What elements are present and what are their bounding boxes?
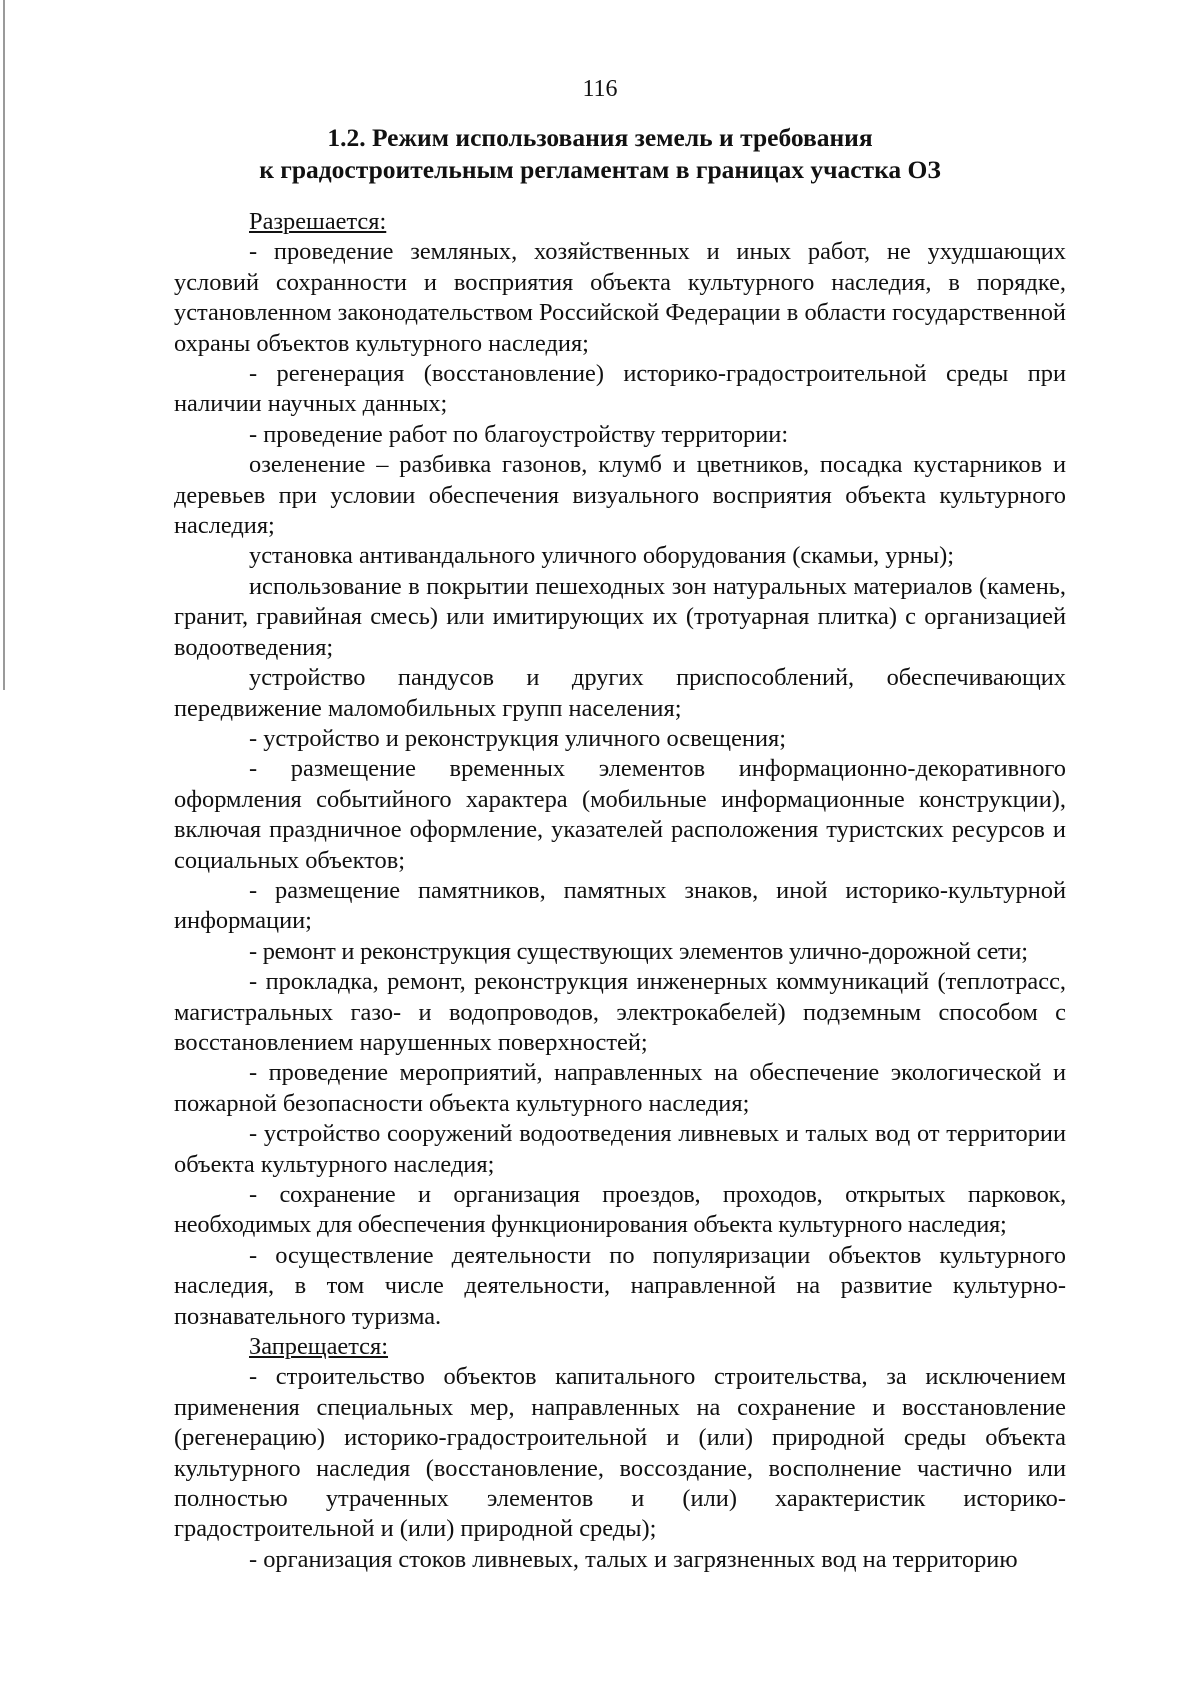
allowed-item-paving: использование в покрытии пешеходных зон натуральных материалов (камень, гранит, гравийная смесь) или имитирующих их (тротуарная плитка) с организацией водоотведения; — [174, 572, 1066, 661]
page-number: 116 — [582, 76, 618, 102]
scan-edge-line — [3, 0, 5, 690]
section-title-line-2: к градостроительным регламентам в границах участка ОЗ — [259, 155, 941, 184]
allowed-item-lighting: - устройство и реконструкция уличного освещения; — [249, 724, 787, 752]
allowed-item-temporary-decor: - размещение временных элементов информационно-декоративного оформления событийного характера (мобильные информационные конструкции), включая праздничное оформление, указателей расположения туристских ресурсов и социальных объектов; — [174, 755, 1066, 874]
allowed-item-drainage: - устройство сооружений водоотведения ливневых и талых вод от территории объекта культурного наследия; — [174, 1120, 1066, 1178]
prohibited-item-construction: - строительство объектов капитального строительства, за исключением применения специальных мер, направленных на сохранение и восстановление (регенерацию) историко-градостроительной и (или) природной среды объекта культурного наследия (восстановление, воссоздание, восполнение частично или полностью утраченных элементов и (или) характеристик историко-градостроительной и (или) природной среды); — [174, 1363, 1066, 1543]
section-title — [0, 122, 1200, 186]
allowed-item-ramps: устройство пандусов и других приспособлений, обеспечивающих передвижение маломобильных групп населения; — [174, 664, 1066, 722]
allowed-item-street-furniture: установка антивандального уличного оборудования (скамьи, урны); — [249, 542, 955, 570]
allowed-item-regeneration: - регенерация (восстановление) историко-градостроительной среды при наличии научных данных; — [174, 360, 1066, 418]
allowed-heading: Разрешается: — [249, 208, 387, 235]
allowed-item-utilities: - прокладка, ремонт, реконструкция инженерных коммуникаций (теплотрасс, магистральных газо- и водопроводов, электрокабелей) подземным способом с восстановлением нарушенных поверхностей; — [174, 968, 1066, 1056]
allowed-item-monuments: - размещение памятников, памятных знаков, иной историко-культурной информации; — [174, 876, 1066, 935]
allowed-item-popularization: - осуществление деятельности по популяризации объектов культурного наследия, в том числе деятельности, направленной на развитие культурно-познавательного туризма. — [174, 1241, 1066, 1330]
document-body — [174, 207, 1066, 1575]
allowed-item-safety: - проведение мероприятий, направленных на обеспечение экологической и пожарной безопасности объекта культурного наследия; — [174, 1059, 1066, 1117]
allowed-item-earthworks: - проведение земляных, хозяйственных и иных работ, не ухудшающих условий сохранности и восприятия объекта культурного наследия, в порядке, установленном законодательством Российской Федерации в области государственной охраны объектов культурного наследия; — [174, 238, 1066, 357]
allowed-item-parking: - сохранение и организация проездов, проходов, открытых парковок, необходимых для обеспечения функционирования объекта культурного наследия; — [174, 1181, 1066, 1239]
allowed-item-road-repair: - ремонт и реконструкция существующих элементов улично-дорожной сети; — [249, 937, 1028, 965]
prohibited-heading: Запрещается: — [249, 1333, 389, 1361]
allowed-item-greenery: озеленение – разбивка газонов, клумб и цветников, посадка кустарников и деревьев при условии обеспечения визуального восприятия объекта культурного наследия; — [174, 451, 1066, 540]
allowed-item-landscaping: - проведение работ по благоустройству территории: — [249, 420, 789, 448]
section-title-line-1: 1.2. Режим использования земель и требования — [327, 123, 873, 152]
prohibited-item-runoff: - организация стоков ливневых, талых и загрязненных вод на территорию — [249, 1545, 1018, 1573]
